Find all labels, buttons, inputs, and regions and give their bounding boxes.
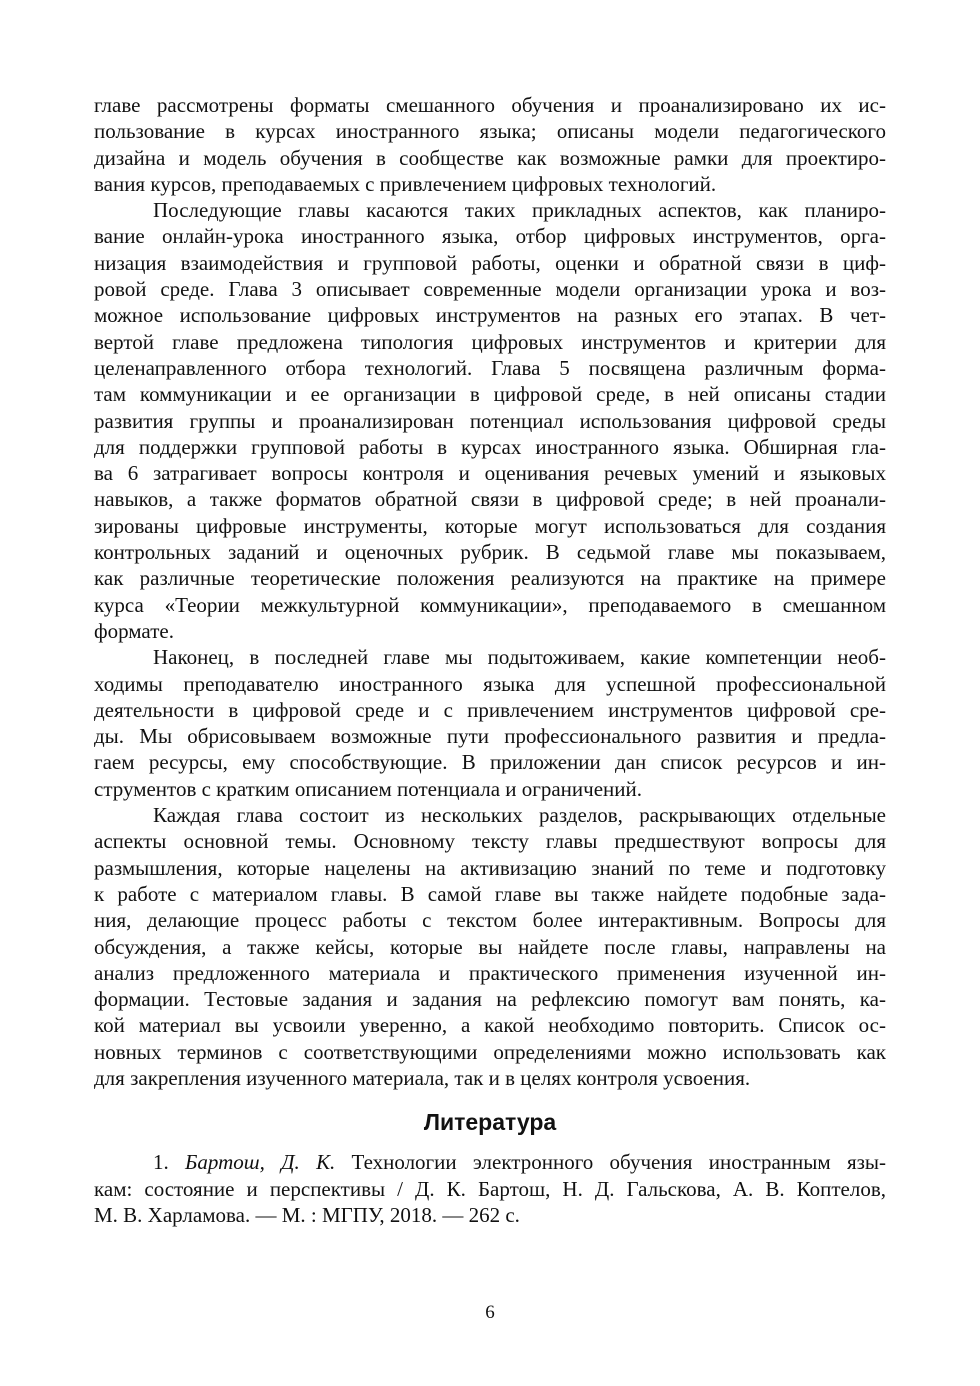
- text-line: контрольных заданий и оценочных рубрик. В седьмой главе мы показываем,: [94, 540, 886, 565]
- text-line: ровой среде. Глава 3 описывает современные модели организации урока и воз-: [94, 277, 886, 302]
- reference-item: [94, 1149, 886, 1228]
- text-line: пользование в курсах иностранного языка; описаны модели педагогического: [94, 119, 886, 144]
- text-line: обсуждения, а также кейсы, которые вы найдете после главы, направлены на: [94, 934, 886, 959]
- paragraph-2: [94, 197, 886, 644]
- section-heading-literature: Литература: [423, 1109, 557, 1136]
- text-line: Каждая глава состоит из нескольких разделов, раскрывающих отдельные: [153, 803, 886, 828]
- text-line: для поддержки групповой работы в курсах иностранного языка. Обширная гла-: [94, 434, 886, 459]
- page-number: 6: [485, 1302, 495, 1323]
- text-line: вертой главе предложена типология цифровых инструментов и критерии для: [94, 329, 886, 354]
- text-line: Наконец, в последней главе мы подытоживаем, какие компетенции необ-: [153, 645, 886, 670]
- text-line: гаем ресурсы, ему способствующие. В приложении дан список ресурсов и ин-: [94, 750, 886, 775]
- text-line: новных терминов с соответствующими определениями можно использовать как: [94, 1039, 886, 1064]
- text-line: целенаправленного отбора технологий. Глава 5 посвящена различным форма-: [94, 355, 886, 380]
- reference-line: М. В. Харламова. — М. : МГПУ, 2018. — 262 с.: [94, 1202, 520, 1227]
- text-line: главе рассмотрены форматы смешанного обучения и проанализировано их ис-: [94, 93, 886, 117]
- paragraph-3: [94, 644, 886, 802]
- text-line: там коммуникации и ее организации в цифровой среде, в ней описаны стадии: [94, 382, 886, 407]
- paragraph-4: [94, 802, 886, 1091]
- text-line: кой материал вы усвоили уверенно, а какой необходимо повторить. Список ос-: [94, 1013, 886, 1038]
- text-line: анализ предложенного материала и практического применения изученной ин-: [94, 960, 886, 985]
- text-line: как различные теоретические положения реализуются на практике на примере: [94, 566, 886, 591]
- reference-line: [94, 1149, 886, 1175]
- reference-line: кам: состояние и перспективы / Д. К. Бартош, Н. Д. Гальскова, А. В. Коптелов,: [94, 1176, 886, 1201]
- text-line: можное использование цифровых инструментов на разных его этапах. В чет-: [94, 303, 886, 328]
- text-line: Последующие главы касаются таких прикладных аспектов, как планиро-: [153, 198, 886, 223]
- text-line: ния, делающие процесс работы с текстом более интерактивным. Вопросы для: [94, 908, 886, 933]
- text-line: дизайна и модель обучения в сообществе как возможные рамки для проектиро-: [94, 145, 886, 170]
- text-line: к работе с материалом главы. В самой главе вы также найдете подобные зада-: [94, 881, 886, 906]
- text-line: курса «Теории межкультурной коммуникации», преподаваемого в смешанном: [94, 592, 886, 617]
- text-line: вания курсов, преподаваемых с привлечением цифровых технологий.: [94, 171, 717, 196]
- text-line: зированы цифровые инструменты, которые могут использоваться для создания: [94, 513, 886, 538]
- text-line: для закрепления изученного материала, так и в целях контроля усвоения.: [94, 1065, 751, 1090]
- text-line: низация взаимодействия и групповой работы, оценки и обратной связи в циф-: [94, 250, 886, 275]
- reference-number: 1.: [153, 1150, 169, 1175]
- text-line: вание онлайн-урока иностранного языка, отбор цифровых инструментов, орга-: [94, 224, 886, 249]
- text-line: струментов с кратким описанием потенциала и ограничений.: [94, 776, 643, 801]
- text-line: формации. Тестовые задания и задания на рефлексию помогут вам понять, ка-: [94, 987, 886, 1012]
- text-line: формате.: [94, 618, 174, 643]
- text-line: размышления, которые нацелены на активизацию знаний по теме и подготовку: [94, 855, 886, 880]
- paragraph-1: [94, 92, 886, 197]
- text-line: деятельности в цифровой среде и с привлечением инструментов цифровой сре-: [94, 697, 886, 722]
- text-line: развития группы и проанализирован потенциал использования цифровой среды: [94, 408, 886, 433]
- page-body: [94, 92, 886, 1228]
- text-line: навыков, а также форматов обратной связи в цифровой среде; в ней проанали-: [94, 487, 886, 512]
- text-line: ды. Мы обрисовываем возможные пути профессионального развития и предла-: [94, 724, 886, 749]
- text-line: аспекты основной темы. Основному тексту главы предшествуют вопросы для: [94, 829, 886, 854]
- reference-authors: Бартош, Д. К.: [185, 1150, 336, 1175]
- text-line: ходимы преподавателю иностранного языка для успешной профессиональной: [94, 671, 886, 696]
- text-line: ва 6 затрагивает вопросы контроля и оценивания речевых умений и языковых: [94, 461, 886, 486]
- reference-title: Технологии электронного обучения иностранным язы-: [351, 1150, 887, 1175]
